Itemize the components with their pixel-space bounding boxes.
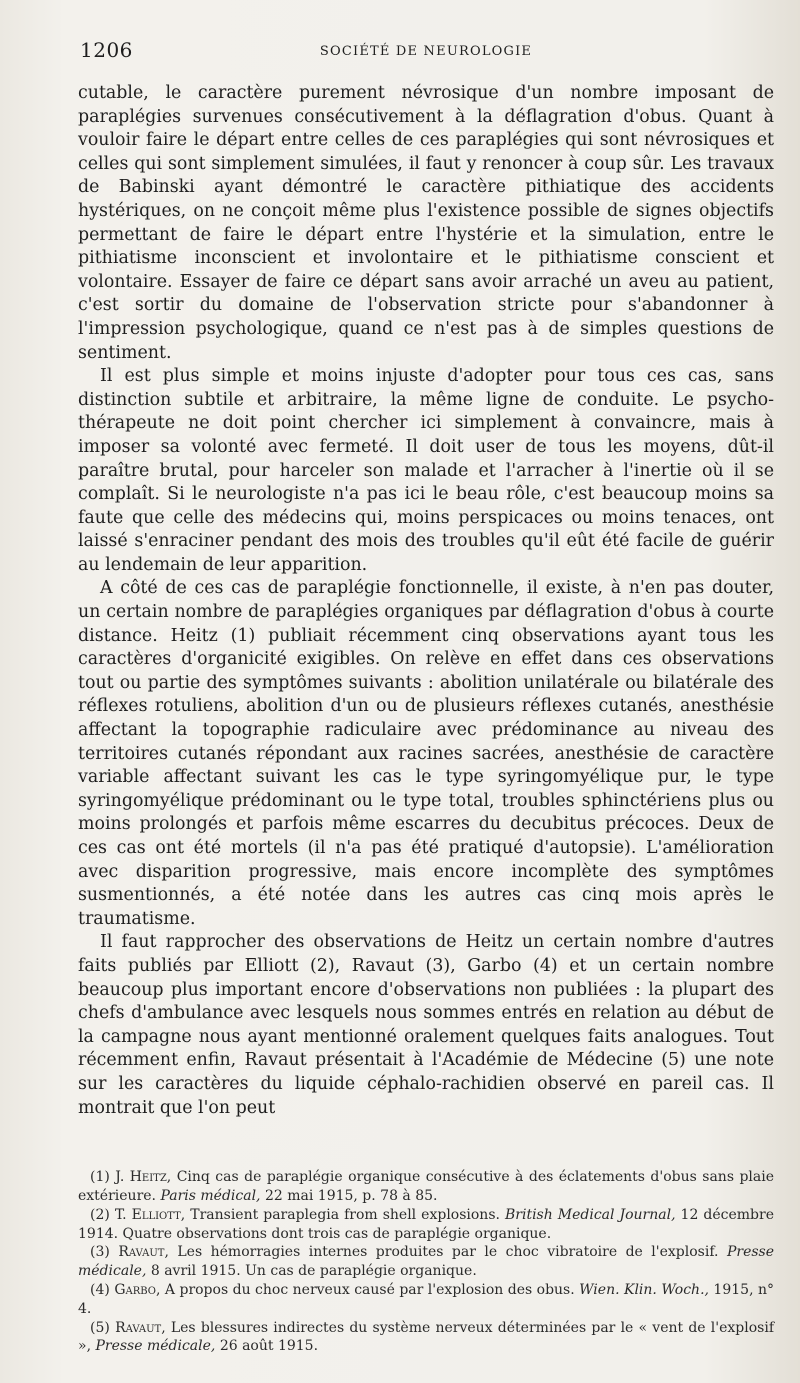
footnote-journal: Wien. Klin. Woch.,: [579, 1281, 709, 1298]
footnote-author: Ravaut,: [118, 1244, 169, 1261]
footnote: [78, 1168, 774, 1206]
footnote-text: Les hémorragies internes produites par le choc vibratoire de l'explosif.: [168, 1244, 727, 1261]
footnote-number: (1): [90, 1169, 110, 1186]
footnote: [78, 1243, 774, 1281]
footnote-number: (3): [90, 1244, 110, 1261]
footnote: [78, 1206, 774, 1244]
footnotes: [78, 1168, 774, 1356]
paragraph: Il faut rapprocher des observations de Heitz un certain nombre d'autres faits publiés par Elliott (2), Ravaut (3), Garbo (4) et un certain nombre beaucoup plus important encore d'observations non publiées : la plupart des chefs d'ambulance avec lesquels nous sommes entrés en relation au début de la campagne nous ayant mentionné oralement quelques faits analogues. Tout récemment enfin, Ravaut présentait à l'Académie de Médecine (5) une note sur les caractères du liquide céphalo-rachidien observé en pareil cas. Il montrait que l'on peut: [78, 932, 774, 1118]
footnote-number: (2): [90, 1206, 110, 1223]
footnote-text: A propos du choc nerveux causé par l'explosion des obus.: [160, 1281, 580, 1298]
footnote-tail: 8 avril 1915. Un cas de paraplégie organique.: [146, 1263, 477, 1280]
footnote-tail: 26 août 1915.: [215, 1338, 319, 1355]
footnote-number: (5): [90, 1319, 110, 1336]
footnote-text: Transient paraplegia from shell explosions.: [185, 1206, 505, 1223]
footnote-journal: British Medical Journal,: [504, 1206, 676, 1223]
footnote-author: T. Elliott,: [114, 1206, 186, 1223]
footnote-journal: Presse médicale,: [95, 1338, 216, 1355]
footnote: [78, 1319, 774, 1357]
footnote-journal: Paris médical,: [160, 1187, 261, 1204]
footnote-journal: Presse médicale,: [78, 1244, 775, 1280]
footnote-author: Garbo,: [114, 1281, 161, 1298]
paragraph: cutable, le caractère purement névrosique d'un nombre imposant de paraplégies survenues consécutivement à la déflagration d'obus. Quant à vouloir faire le départ entre celles de ces paraplégies qui sont névrosiques et celles qui sont simplement simulées, il faut y renoncer à coup sûr. Les travaux de Babinski ayant démontré le caractère pithiatique des accidents hystériques, on ne conçoit même plus l'existence possible de signes objectifs permettant de faire le départ entre l'hystérie et la simulation, entre le pithiatisme inconscient et involontaire et le pithiatisme conscient et volontaire. Essayer de faire ce départ sans avoir arraché un aveu au patient, c'est sortir du domaine de l'observation stricte pour s'abandonner à l'impression psychologique, quand ce n'est pas à de simples questions de sentiment.: [78, 83, 774, 363]
footnote-tail: 22 mai 1915, p. 78 à 85.: [260, 1187, 438, 1204]
page-header: [78, 38, 774, 66]
footnote-tail: 1915, n° 4.: [78, 1281, 774, 1317]
footnote-author: Ravaut,: [115, 1319, 166, 1336]
paragraph: Il est plus simple et moins injuste d'adopter pour tous ces cas, sans distinction subtile et arbitraire, la même ligne de conduite. Le psycho-thérapeute ne doit point chercher ici simplement à convaincre, mais à imposer sa volonté avec fermeté. Il doit user de tous les moyens, dût-il paraître brutal, pour harceler son malade et l'arracher à l'inertie où il se complaît. Si le neurologiste n'a pas ici le beau rôle, c'est beaucoup moins sa faute que celle des médecins qui, moins perspicaces ou moins tenaces, ont laissé s'enraciner pendant des mois des troubles qu'il eût été facile de guérir au lendemain de leur apparition.: [78, 366, 774, 575]
page-number: 1206: [80, 38, 133, 62]
footnote-tail: 12 décembre 1914. Quatre observations dont trois cas de paraplégie organique.: [78, 1206, 774, 1242]
footnote-number: (4): [90, 1281, 110, 1298]
running-head: SOCIÉTÉ DE NEUROLOGIE: [319, 44, 533, 59]
paragraph: A côté de ces cas de paraplégie fonctionnelle, il existe, à n'en pas douter, un certain nombre de paraplégies organiques par déflagration d'obus à courte distance. Heitz (1) publiait récemment cinq observations ayant tous les caractères d'organicité exigibles. On relève en effet dans ces observations tout ou partie des symptômes suivants : abolition unilatérale ou bilatérale des réflexes rotuliens, abolition d'un ou de plusieurs réflexes cutanés, anesthésie affectant la topographie radiculaire avec prédominance au niveau des territoires cutanés répondant aux racines sacrées, anesthésie de caractère variable affectant suivant les cas le type syringomyélique pur, le type syringomyélique prédominant ou le type total, troubles sphinctériens plus ou moins prolongés et parfois même escarres du decubitus précoces. Deux de ces cas ont été mortels (il n'a pas été pratiqué d'autopsie). L'amélioration avec disparition progressive, mais encore incomplète des symptômes susmentionnés, a été notée dans les autres cas cinq mois après le traumatisme.: [78, 578, 774, 929]
footnote-author: J. Heitz,: [115, 1169, 172, 1186]
footnote-text: Les blessures indirectes du système nerveux déterminées par le « vent de l'explosif »,: [78, 1319, 775, 1355]
footnote: [78, 1281, 774, 1319]
body-text: [78, 82, 774, 1120]
footnote-text: Cinq cas de paraplégie organique consécutive à des éclatements d'obus sans plaie extérieure.: [78, 1169, 775, 1204]
